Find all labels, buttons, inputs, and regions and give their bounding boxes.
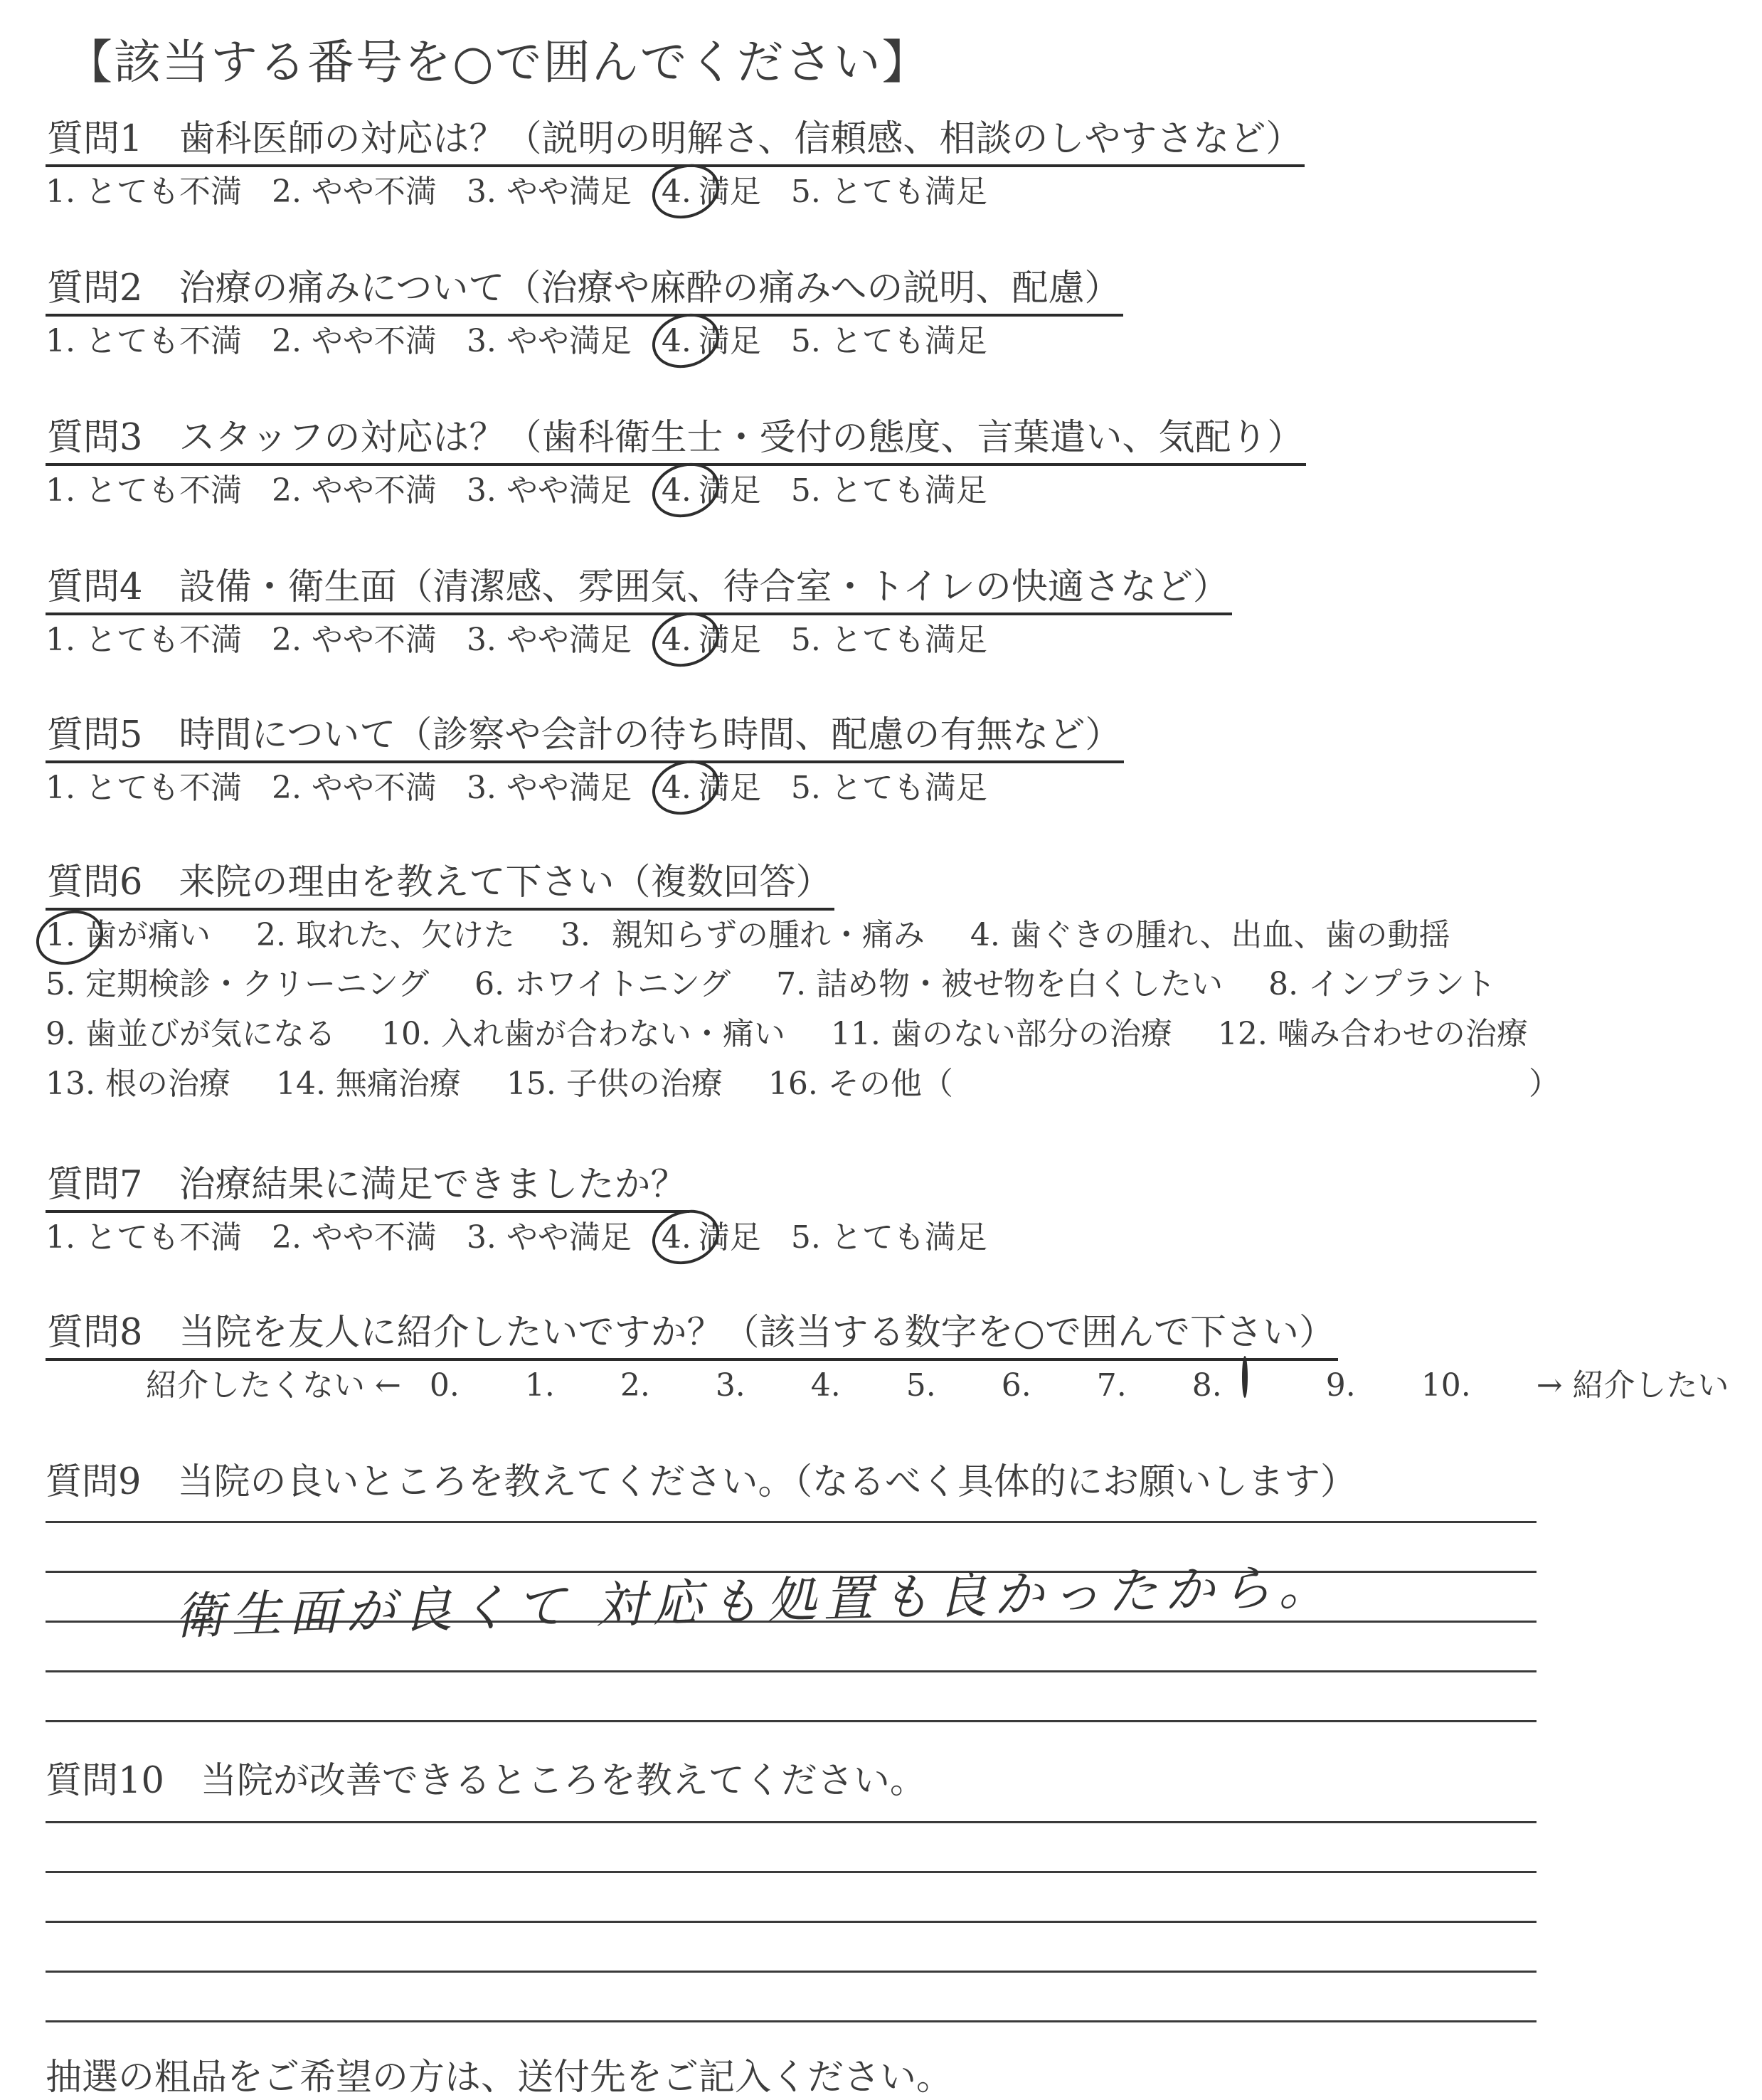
q8-right-label: → 紹介したい: [1536, 1367, 1729, 1404]
rating-option-1[interactable]: 1. とても不満: [46, 1219, 242, 1256]
footer-note: 抽選の粗品をご希望の方は、送付先をご記入ください。: [46, 2057, 953, 2099]
rating-option-4-label[interactable]: 満足: [698, 323, 761, 359]
rating-option-1[interactable]: 1. とても不満: [46, 622, 242, 658]
q8-scale-10[interactable]: 10.: [1421, 1367, 1471, 1404]
rating-option-6[interactable]: 5. とても満足: [790, 174, 987, 210]
question-4-options: [46, 622, 1017, 658]
q6-option-5[interactable]: 5. 定期検診・クリーニング: [46, 966, 430, 1002]
q6-option-15[interactable]: 15. 子供の治療: [506, 1066, 723, 1102]
q8-scale-1[interactable]: 1.: [524, 1367, 555, 1404]
rating-option-3[interactable]: 3. やや満足: [466, 472, 632, 509]
rating-option-4[interactable]: 4.: [662, 1219, 691, 1256]
q6-option-7[interactable]: 7. 詰め物・被せ物を白くしたい: [776, 966, 1224, 1002]
rating-option-1[interactable]: 1. とても不満: [46, 174, 242, 210]
q8-scale-2[interactable]: 2.: [620, 1367, 650, 1404]
rating-option-6[interactable]: 5. とても満足: [790, 323, 987, 359]
q6-option-13[interactable]: 13. 根の治療: [46, 1066, 230, 1102]
rating-option-2[interactable]: 2. やや不満: [271, 1219, 437, 1256]
rating-option-2[interactable]: 2. やや不満: [271, 323, 437, 359]
rating-option-4[interactable]: 4.: [662, 323, 691, 359]
q6-option-4[interactable]: 4. 歯ぐきの腫れ、出血、歯の動揺: [970, 917, 1450, 953]
q9-line-4: [46, 1670, 1537, 1672]
page-title: 【該当する番号を○で囲んでください】: [65, 35, 930, 90]
q6-other-close-paren: ）: [1529, 1066, 1560, 1102]
q7-options: [46, 1219, 1017, 1256]
rating-option-4[interactable]: 4.: [662, 472, 691, 509]
q6-option-2[interactable]: 2. 取れた、欠けた: [255, 917, 515, 953]
question-2-options: [46, 323, 1017, 359]
rating-option-1[interactable]: 1. とても不満: [46, 770, 242, 806]
q8-scale-4[interactable]: 4.: [810, 1367, 841, 1404]
rating-option-4[interactable]: 4.: [662, 770, 691, 806]
question-8-label: 質問8 当院を友人に紹介したいですか？（該当する数字を○で囲んで下さい）: [46, 1315, 1338, 1361]
q10-line-5: [46, 2020, 1537, 2022]
q6-option-10[interactable]: 10. 入れ歯が合わない・痛い: [381, 1016, 785, 1052]
q6-row-2: [46, 966, 1532, 1002]
q6-option-16[interactable]: 16. その他（: [768, 1066, 953, 1102]
rating-option-1[interactable]: 1. とても不満: [46, 472, 242, 509]
rating-option-2[interactable]: 2. やや不満: [271, 472, 437, 509]
q8-scale-3[interactable]: 3.: [715, 1367, 745, 1404]
q8-scale: [146, 1367, 1762, 1404]
q9-handwritten-answer[interactable]: 衛生面が良くて 対応も処置も良かったから。: [174, 1557, 1337, 1646]
q8-scale-7[interactable]: 7.: [1096, 1367, 1127, 1404]
rating-option-2[interactable]: 2. やや不満: [271, 770, 437, 806]
q6-row-1: [46, 917, 1486, 953]
q6-option-3[interactable]: 3.: [561, 917, 590, 953]
q8-scale-8[interactable]: 8.: [1192, 1367, 1293, 1404]
q8-answer-circle: [1242, 1356, 1248, 1398]
question-2-label: 質問2 治療の痛みについて（治療や麻酔の痛みへの説明、配慮）: [46, 270, 1123, 317]
rating-option-2[interactable]: 2. やや不満: [271, 622, 437, 658]
rating-option-1[interactable]: 1. とても不満: [46, 323, 242, 359]
q6-option-9[interactable]: 9. 歯並びが気になる: [46, 1016, 336, 1052]
rating-option-3[interactable]: 3. やや満足: [466, 174, 632, 210]
rating-option-4-label[interactable]: 満足: [698, 770, 761, 806]
rating-option-2[interactable]: 2. やや不満: [271, 174, 437, 210]
q9-line-1: [46, 1521, 1537, 1523]
rating-option-4-label[interactable]: 満足: [698, 174, 761, 210]
rating-option-6[interactable]: 5. とても満足: [790, 770, 987, 806]
q10-line-3: [46, 1921, 1537, 1923]
rating-option-6[interactable]: 5. とても満足: [790, 472, 987, 509]
q6-row-4: [46, 1066, 1560, 1102]
question-6-label: 質問6 来院の理由を教えて下さい（複数回答）: [46, 864, 834, 911]
question-4-label: 質問4 設備・衛生面（清潔感、雰囲気、待合室・トイレの快適さなど）: [46, 569, 1232, 615]
q8-scale-0[interactable]: 0.: [429, 1367, 460, 1404]
rating-option-3[interactable]: 3. やや満足: [466, 622, 632, 658]
question-7-label: 質問7 治療結果に満足できましたか？: [46, 1167, 689, 1213]
rating-option-6[interactable]: 5. とても満足: [790, 1219, 987, 1256]
rating-option-4-label[interactable]: 満足: [698, 472, 761, 509]
q10-line-2: [46, 1871, 1537, 1873]
q6-option-1[interactable]: 1. 歯が痛い: [46, 917, 211, 953]
q6-option-3-label: 親知らずの腫れ・痛み: [611, 917, 925, 953]
rating-option-3[interactable]: 3. やや満足: [466, 1219, 632, 1256]
rating-option-6[interactable]: 5. とても満足: [790, 622, 987, 658]
q9-line-5: [46, 1720, 1537, 1722]
q6-option-11[interactable]: 11. 歯のない部分の治療: [830, 1016, 1172, 1052]
rating-option-4[interactable]: 4.: [662, 174, 691, 210]
question-1-label: 質問1 歯科医師の対応は？（説明の明解さ、信頼感、相談のしやすさなど）: [46, 121, 1305, 167]
rating-option-4[interactable]: 4.: [662, 622, 691, 658]
question-9-label: 質問9 当院の良いところを教えてください。（なるべく具体的にお願いします）: [46, 1461, 1357, 1503]
rating-option-4-label[interactable]: 満足: [698, 622, 761, 658]
rating-option-3[interactable]: 3. やや満足: [466, 323, 632, 359]
question-5-options: [46, 770, 1017, 806]
rating-option-3[interactable]: 3. やや満足: [466, 770, 632, 806]
q10-line-4: [46, 1971, 1537, 1973]
question-10-label: 質問10 当院が改善できるところを教えてください。: [46, 1760, 926, 1802]
q6-option-6[interactable]: 6. ホワイトニング: [474, 966, 731, 1002]
q6-option-12[interactable]: 12. 噛み合わせの治療: [1217, 1016, 1528, 1052]
question-1-options: [46, 176, 1017, 208]
q6-option-8[interactable]: 8. インプラント: [1268, 966, 1497, 1002]
question-3-label: 質問3 スタッフの対応は？（歯科衛生士・受付の態度、言葉遣い、気配り）: [46, 420, 1306, 466]
q10-line-1: [46, 1821, 1537, 1823]
question-5-label: 質問5 時間について（診察や会計の待ち時間、配慮の有無など）: [46, 717, 1124, 763]
q8-scale-5[interactable]: 5.: [906, 1367, 936, 1404]
q6-option-14[interactable]: 14. 無痛治療: [275, 1066, 461, 1102]
q8-left-label: 紹介したくない ←: [146, 1367, 401, 1404]
q8-scale-6[interactable]: 6.: [1001, 1367, 1031, 1404]
rating-option-4-label[interactable]: 満足: [698, 1219, 761, 1256]
q6-row-3: [46, 1016, 1564, 1052]
q8-scale-9[interactable]: 9.: [1325, 1367, 1356, 1404]
question-3-options: [46, 472, 1017, 509]
